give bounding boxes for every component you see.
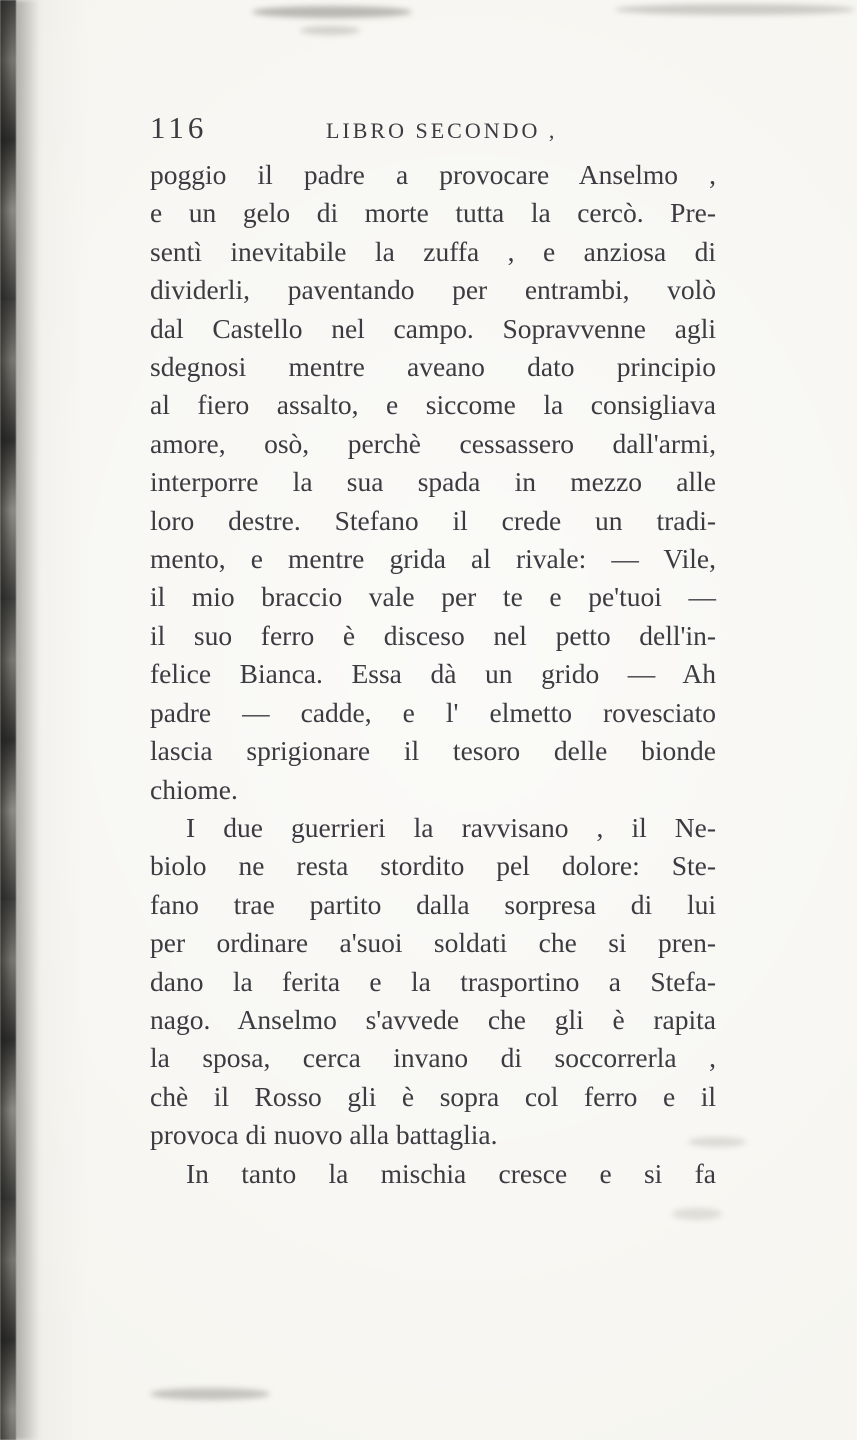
text-line: loro destre. Stefano il crede un tradi-: [150, 504, 716, 536]
page-number: 116: [150, 110, 208, 145]
text-line: poggio il padre a provocare Anselmo ,: [150, 159, 716, 190]
binding-edge-fade: [14, 0, 40, 1440]
text-line: dividerli, paventando per entrambi, volò: [150, 274, 716, 306]
text-line: mento, e mentre grida al rivale: — Vile,: [150, 543, 716, 575]
text-line: il suo ferro è disceso nel petto dell'in-: [150, 619, 716, 651]
scan-smudge: [150, 1388, 270, 1400]
scan-smudge: [615, 4, 855, 15]
text-line: il mio braccio vale per te e pe'tuoi —: [150, 581, 716, 613]
text-line: sentì inevitabile la zuffa , e anziosa di: [150, 235, 716, 267]
scan-smudge: [672, 1208, 722, 1220]
text-line: dano la ferita e la trasportino a Stefa-: [150, 965, 716, 997]
text-line: interporre la sua spada in mezzo alle: [150, 466, 716, 498]
text-line: e un gelo di morte tutta la cercò. Pre-: [150, 197, 716, 229]
scan-smudge: [252, 6, 412, 18]
text-line: I due guerrieri la ravvisano , il Ne-: [186, 811, 716, 843]
text-line: per ordinare a'suoi soldati che si pren-: [150, 927, 716, 959]
text-line: amore, osò, perchè cessassero dall'armi,: [150, 427, 716, 459]
text-line: la sposa, cerca invano di soccorrerla ,: [150, 1042, 716, 1074]
text-body: [150, 156, 716, 1193]
text-line: chiome.: [150, 773, 238, 805]
text-line: lascia sprigionare il tesoro delle bionde: [150, 735, 716, 767]
text-line: padre — cadde, e l' elmetto rovesciato: [150, 696, 716, 728]
text-line: In tanto la mischia cresce e si fa: [186, 1157, 716, 1189]
text-line: fano trae partito dalla sorpresa di lui: [150, 888, 716, 920]
scan-smudge: [300, 26, 360, 35]
text-line: sdegnosi mentre aveano dato principio: [150, 351, 716, 383]
text-column: [150, 110, 716, 1193]
text-line: nago. Anselmo s'avvede che gli è rapita: [150, 1003, 716, 1035]
text-line: dal Castello nel campo. Sopravvenne agli: [150, 312, 716, 344]
running-title: LIBRO SECONDO ,: [325, 118, 558, 143]
text-line: biolo ne resta stordito pel dolore: Ste-: [150, 850, 716, 882]
text-line: chè il Rosso gli è sopra col ferro e il: [150, 1080, 716, 1112]
text-line: al fiero assalto, e siccome la consigliava: [150, 389, 716, 421]
text-line: felice Bianca. Essa dà un grido — Ah: [150, 658, 716, 690]
text-line: provoca di nuovo alla battaglia.: [150, 1119, 498, 1151]
page-header: [150, 110, 716, 154]
